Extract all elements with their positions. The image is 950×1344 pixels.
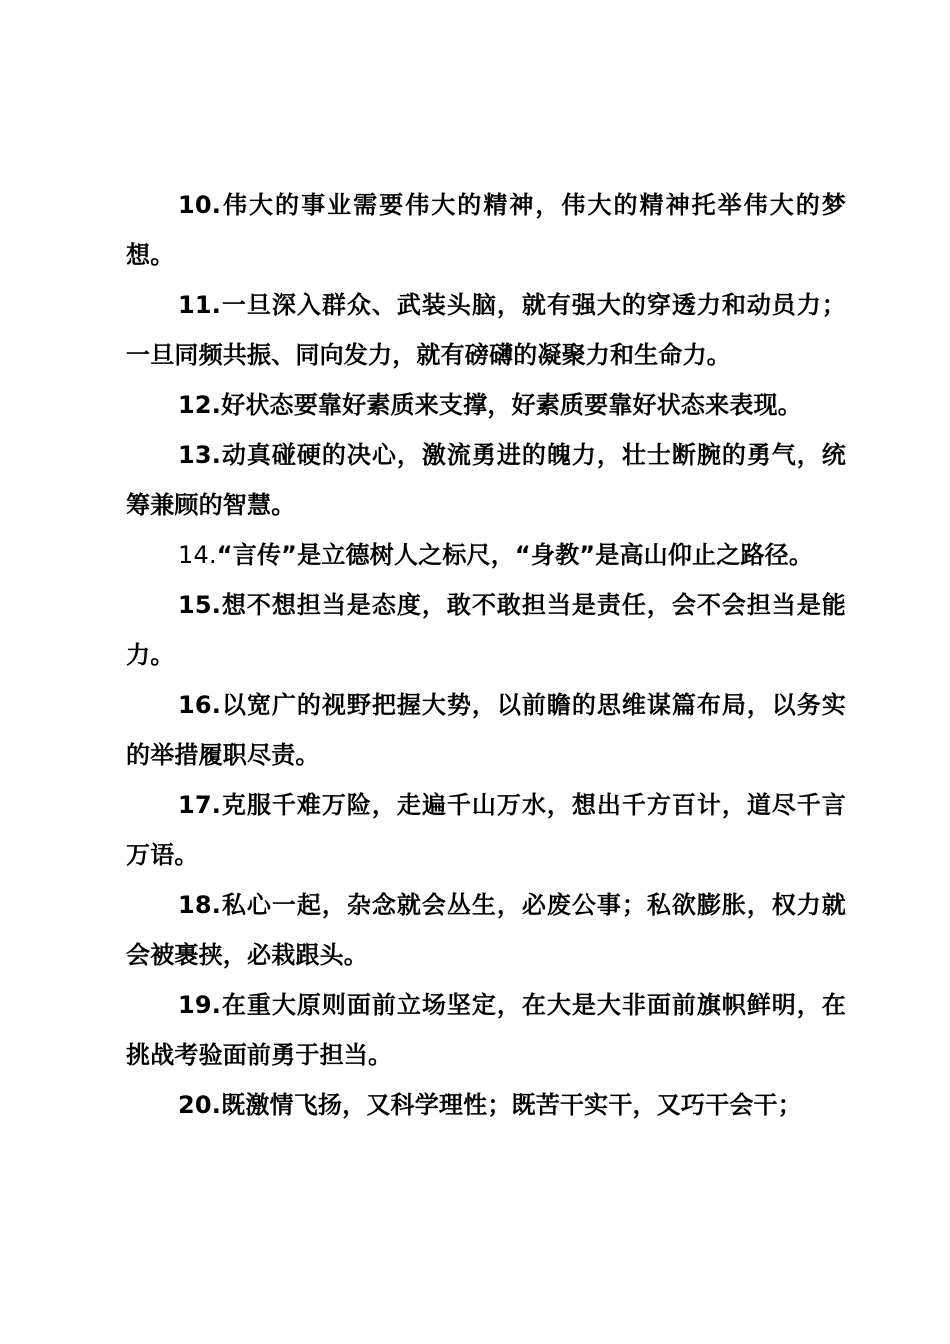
paragraph-number: 11.: [178, 291, 222, 319]
paragraph-15: [126, 580, 846, 680]
paragraph-text: 伟大的事业需要伟大的精神，伟大的精神托举伟大的梦想。: [126, 191, 846, 269]
paragraph-text: 好状态要靠好素质来支撑，好素质要靠好状态来表现。: [221, 391, 802, 419]
paragraph-16: [126, 680, 846, 780]
paragraph-19: [126, 980, 846, 1080]
paragraph-text: 私心一起，杂念就会丛生，必废公事；私欲膨胀，权力就会被裹挟，必栽跟头。: [126, 891, 846, 969]
paragraph-20: [126, 1080, 846, 1130]
paragraph-11: [126, 280, 846, 380]
paragraph-number: 19.: [178, 991, 222, 1019]
paragraph-10: [126, 180, 846, 280]
paragraph-14: [126, 530, 846, 580]
paragraph-text: 一旦深入群众、武装头脑，就有强大的穿透力和动员力；一旦同频共振、同向发力，就有磅礴的凝聚力和生命力。: [126, 291, 846, 369]
paragraph-number: 17.: [178, 791, 222, 819]
paragraph-number: 14.: [178, 541, 217, 569]
paragraph-text: 想不想担当是态度，敢不敢担当是责任，会不会担当是能力。: [126, 591, 846, 669]
paragraph-12: [126, 380, 846, 430]
paragraph-number: 13.: [178, 441, 222, 469]
paragraph-number: 18.: [178, 891, 222, 919]
paragraph-number: 10.: [178, 191, 222, 219]
paragraph-13: [126, 430, 846, 530]
paragraph-text: 既激情飞扬，又科学理性；既苦干实干，又巧干会干；: [221, 1091, 802, 1119]
document-page: [126, 180, 846, 1130]
paragraph-number: 16.: [178, 691, 222, 719]
paragraph-17: [126, 780, 846, 880]
paragraph-number: 20.: [178, 1091, 222, 1119]
paragraph-text: “言传”是立德树人之标尺，“身教”是高山仰止之路径。: [216, 541, 814, 569]
paragraph-text: 以宽广的视野把握大势，以前瞻的思维谋篇布局，以务实的举措履职尽责。: [126, 691, 846, 769]
paragraph-text: 动真碰硬的决心，激流勇进的魄力，壮士断腕的勇气，统筹兼顾的智慧。: [126, 441, 846, 519]
paragraph-number: 15.: [178, 591, 222, 619]
paragraph-number: 12.: [178, 391, 222, 419]
paragraph-18: [126, 880, 846, 980]
paragraph-text: 在重大原则面前立场坚定，在大是大非面前旗帜鲜明，在挑战考验面前勇于担当。: [126, 991, 846, 1069]
paragraph-text: 克服千难万险，走遍千山万水，想出千方百计，道尽千言万语。: [126, 791, 846, 869]
